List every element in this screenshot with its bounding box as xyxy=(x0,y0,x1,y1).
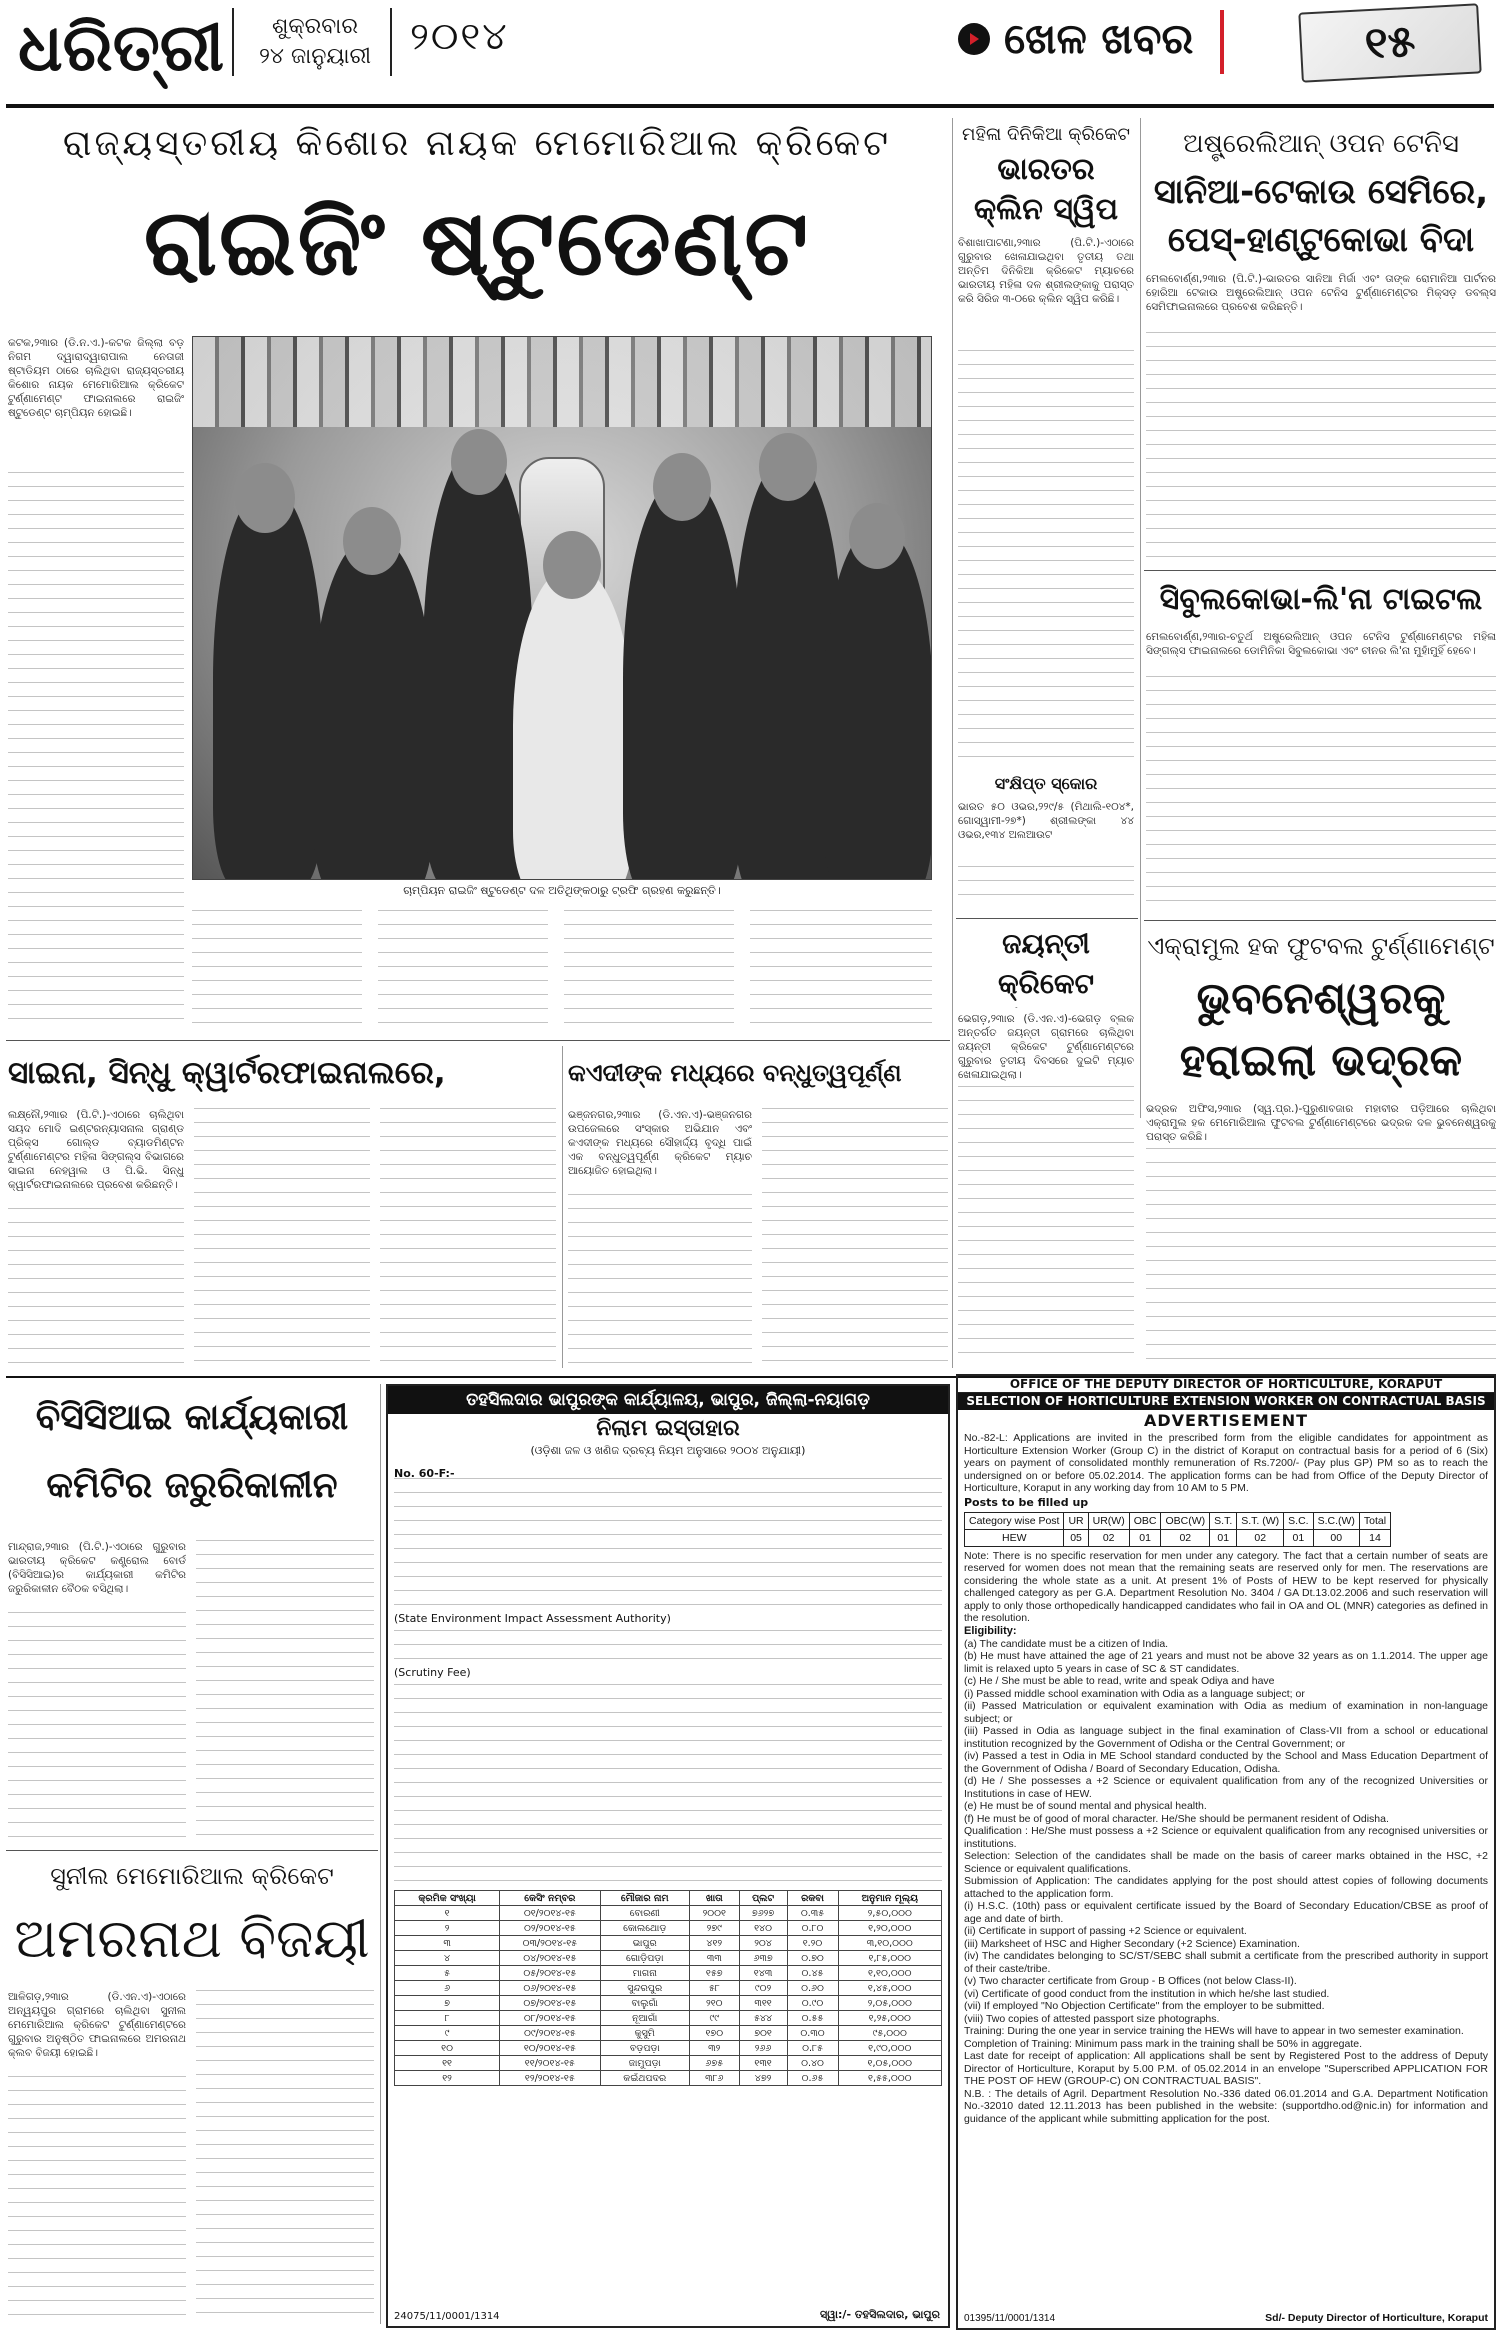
auction-table-cell: କୁସୁମି xyxy=(600,2026,689,2041)
auction-table-cell: ୦୩/୨୦୧୪-୧୫ xyxy=(500,1936,600,1951)
auction-table-header: ରକବା xyxy=(787,1891,838,1906)
auction-table-cell: ଜାମୁପଡ଼ା xyxy=(600,2056,689,2071)
adv-table-header: OBC(W) xyxy=(1161,1512,1210,1529)
auction-table-cell: ୩୧୧ xyxy=(739,1996,787,2011)
main-story-headline-wrap xyxy=(6,180,948,310)
auction-table-cell: ୫ xyxy=(395,1966,500,1981)
adv-eligibility-title: Eligibility: xyxy=(964,1624,1017,1637)
auction-table-cell: ୪୧୨ xyxy=(689,1936,739,1951)
adv-nb: N.B. : The details of Agril. Department Resolution No.-336 dated 06.01.2014 and G.A. Department Notification No.-32010 dated 12.11.2013 has been published in the website: (supportdho.od@nic.in) for information and guidance of the applicant while submitting application for the post. xyxy=(964,2087,1488,2125)
auction-table-cell: ୧୦/୨୦୧୪-୧୫ xyxy=(500,2041,600,2056)
auction-table-cell: ୬ xyxy=(395,1981,500,1996)
badminton-title: ସାଇନା, ସିନ୍ଧୁ କ୍ୱାର୍ଟରଫାଇନାଲରେ, xyxy=(8,1055,446,1091)
auction-table-cell: ୧୪୩ xyxy=(739,1966,787,1981)
adv-eligibility-item: (iv) Passed a test in Odia in ME School standard conducted by the School and Mass Education Department of the Government of Odisha / Board of Secondary Education, Odisha. xyxy=(964,1750,1488,1775)
adv-eligibility-item: (iii) Passed in Odia as language subject in the final examination of Class-VII from a school or educational institution recognized by the Government of Odisha or the Central Government; or xyxy=(964,1725,1488,1750)
column-divider xyxy=(380,1384,381,2324)
adv-selection-criteria: Selection: Selection of the candidates shall be made on the basis of career marks obtained in the HSC, +2 Science or equivalent qualifications. xyxy=(964,1850,1488,1875)
adv-table-header: OBC xyxy=(1129,1512,1161,1529)
auction-table-cell: ୯୯ xyxy=(689,2011,739,2026)
auction-table-row xyxy=(395,1981,942,1996)
masthead-accent-bar xyxy=(1220,10,1224,74)
section-title xyxy=(958,14,1193,64)
auction-table-cell: ବୋରଣୀ xyxy=(600,1906,689,1921)
adv-table-cell: 01 xyxy=(1129,1529,1161,1546)
adv-posts-label: Posts to be filled up xyxy=(964,1495,1089,1509)
adv-eligibility-item: (f) He must be of good of moral character. He/She should be permanent resident of Odisha. xyxy=(964,1812,1389,1825)
auction-table-cell: ୦୯/୨୦୧୪-୧୫ xyxy=(500,2026,600,2041)
auction-table-row xyxy=(395,2041,942,2056)
auction-table-row xyxy=(395,1921,942,1936)
adv-document-item: (iv) The candidates belonging to SC/ST/SEBC shall submit a certificate from the prescribed authority in support of their caste/tribe. xyxy=(964,1950,1488,1975)
tennis-kicker: ଅଷ୍ଟ୍ରେଲିଆନ୍ ଓପନ ଟେନିସ xyxy=(1183,129,1459,159)
auction-table-cell: ବଡ଼ପଡ଼ା xyxy=(600,2041,689,2056)
amarnath-title: ଅମରନାଥ ବିଜୟୀ xyxy=(14,1907,370,1970)
auction-table-cell: ୧,୫୫,୦୦୦ xyxy=(838,2071,941,2086)
auction-table-header: ପ୍ଲଟ xyxy=(739,1891,787,1906)
badminton-body: ଲକ୍ଷ୍ନୌ,୨୩ାର (ପି.ଟି.)-ଏଠାରେ ଚାଲିଥିବା ସୟଦ ମୋଦି ଇଣ୍ଟରନ୍ୟାସନାଲ ଗ୍ରାଣ୍ଡ ପ୍ରିକ୍ସ ଗୋଲ୍ଡ ବ୍ୟାଡମିଣ୍ଟନ ଟୁର୍ଣ୍ଣାମେଣ୍ଟର ମହିଳା ସିଙ୍ଗଲ୍ସ ବିଭାଗରେ ସାଇନା ନେହୱାଲ ଓ ପି.ଭି. ସିନ୍ଧୁ କ୍ୱାର୍ଟରଫାଇନାଲରେ ପ୍ରବେଶ କରିଛନ୍ତି। xyxy=(8,1109,184,1191)
auction-table-cell: ୩୮୬ xyxy=(689,2071,739,2086)
issue-date xyxy=(250,12,380,72)
badminton-body-col2 xyxy=(194,1108,370,1368)
auction-table-row xyxy=(395,2026,942,2041)
auction-table-cell: ୧୧/୨୦୧୪-୧୫ xyxy=(500,2056,600,2071)
main-story-dateline: କଟକ,୨୩ାର (ଡି.ନ.ଏ.)-କଟକ ଜିଲ୍ଲା ବଡ଼ ନିଗମ ଦ୍ୱାରାଦ୍ୱାରାପାଲ ନେତାଜୀ ଷ୍ଟାଡିୟମ ଠାରେ ଚାଲିଥିବା ରାଜ୍ୟସ୍ତରୀୟ କିଶୋର ନାୟକ ମେମୋରିଆଲ କ୍ରିକେଟ ଟୁର୍ଣ୍ଣାମେଣ୍ଟ ଫାଇନାଲରେ ରାଇଜିଂ ଷ୍ଟୁଡେଣ୍ଟ ଚାମ୍ପିୟନ ହୋଇଛି। xyxy=(8,337,184,419)
auction-table-cell: ୧,୯୦,୦୦୦ xyxy=(838,2041,941,2056)
auction-table-cell: ୧ xyxy=(395,1906,500,1921)
auction-table-cell: ୯୫,୦୦୦ xyxy=(838,2026,941,2041)
adv-selection: SELECTION OF HORTICULTURE EXTENSION WORKER ON CONTRACTUAL BASIS xyxy=(958,1393,1494,1410)
adv-documents-list xyxy=(964,1900,1488,2025)
adv-eligibility-item: (b) He must have attained the age of 21 years and must not be above 32 years as on 1.1.2014. The upper age limit is relaxed upto 5 years in case of SC & ST candidates. xyxy=(964,1650,1488,1675)
auction-table-cell: ୦୬/୨୦୧୪-୧୫ xyxy=(500,1981,600,1996)
auction-table-cell: ୦୧/୨୦୧୪-୧୫ xyxy=(500,1906,600,1921)
women-cricket-body: ବିଶାଖାପାଟଣା,୨୩ାର (ପି.ଟି.)-ଏଠାରେ ଗୁରୁବାର ଖେଳାଯାଇଥିବା ତୃତୀୟ ତଥା ଅନ୍ତିମ ଦିନିକିଆ କ୍ରିକେଟ ମ୍ୟାଚରେ ଭାରତୀୟ ମହିଳା ଦଳ ଶ୍ରୀଲଙ୍କାକୁ ପରାସ୍ତ କରି ସିରିଜ ୩-୦ରେ କ୍ଲିନ ସ୍ୱିପ କରିଛି। xyxy=(958,237,1134,305)
football-body: ଭଦ୍ରକ ଅଫିସ,୨୩ାର (ସ୍ୱ.ପ୍ର.)-ପୁରୁଣାବଜାର ମହାବୀର ପଡ଼ିଆରେ ଚାଲିଥିବା ଏକ୍ରାମୁଲ ହକ ମେମୋରିଆଲ ଫୁଟବଲ ଟୁର୍ଣ୍ଣାମେଣ୍ଟରେ ଭଦ୍ରକ ଦଳ ଭୁବନେଶ୍ୱରକୁ ପରାସ୍ତ କରିଛି। xyxy=(1146,1103,1496,1143)
adv-table-cell: 14 xyxy=(1359,1529,1390,1546)
adv-document-item: (ii) Certificate in support of passing +2 Science or equivalent. xyxy=(964,1925,1247,1937)
auction-table-cell: ୦.୩୫ xyxy=(787,1906,838,1921)
auction-table-cell: ୦୭/୨୦୧୪-୧୫ xyxy=(500,1996,600,2011)
auction-ref: 24075/11/0001/1314 xyxy=(394,2311,500,2322)
adv-table-header: UR(W) xyxy=(1088,1512,1129,1529)
auction-table-cell: ୦.୫୫ xyxy=(787,2011,838,2026)
auction-table-cell: ଗୋଡ଼ିପଡ଼ା xyxy=(600,1951,689,1966)
issue-year: ୨୦୧୪ xyxy=(410,14,509,58)
prisoners-cricket-body-col2 xyxy=(762,1108,948,1368)
auction-table-row xyxy=(395,1951,942,1966)
auction-notice-number: No. 60-F:- xyxy=(394,1467,455,1480)
auction-subtitle: (ଓଡ଼ିଶା ଜଳ ଓ ଖଣିଜ ଦ୍ରବ୍ୟ ନିୟମ ଅନୁସାରେ ୨୦୦୪ ଅନୁଯାୟୀ) xyxy=(530,1444,806,1457)
adv-table-header: S.C. xyxy=(1284,1512,1313,1529)
auction-table-cell: ନୂଆଗାଁ xyxy=(600,2011,689,2026)
section-rule xyxy=(956,918,1138,919)
adv-table-header: S.T. (W) xyxy=(1237,1512,1284,1529)
photo-bunting xyxy=(193,337,931,427)
auction-table-cell: ୦୨/୨୦୧୪-୧୫ xyxy=(500,1921,600,1936)
adv-table-cell: 02 xyxy=(1237,1529,1284,1546)
section-label: ଖେଳ ଖବର xyxy=(1004,14,1194,63)
auction-table-cell: ୨ xyxy=(395,1921,500,1936)
auction-table-row xyxy=(395,1996,942,2011)
auction-table-cell: ୦.୪୦ xyxy=(787,2056,838,2071)
auction-table-cell: ୧,୪୫,୦୦୦ xyxy=(838,1981,941,1996)
cibulkova-body-cont xyxy=(1146,676,1496,912)
women-cricket-title: ଭାରତର କ୍ଲିନ ସ୍ୱିପ xyxy=(973,152,1119,227)
football-kicker: ଏକ୍ରାମୁଲ ହକ ଫୁଟବଲ ଟୁର୍ଣ୍ଣାମେଣ୍ଟ xyxy=(1147,932,1495,960)
auction-title: ନିଲାମ ଇସ୍ତାହାର xyxy=(596,1416,740,1441)
auction-table-cell: ଭାପୁର xyxy=(600,1936,689,1951)
adv-table-cell: 00 xyxy=(1313,1529,1359,1546)
cibulkova-body: ମେଲବୋର୍ଣ୍ଣ,୨୩ାର-ଚତୁର୍ଥ ଅଷ୍ଟ୍ରେଲିଆନ୍ ଓପନ ଟେନିସ ଟୁର୍ଣ୍ଣାମେଣ୍ଟର ମହିଳା ସିଙ୍ଗଲ୍ସ ଫାଇନାଲରେ ଡୋମିନିକା ସିବୁଲକୋଭା ଏବଂ ଚୀନର ଲି'ନା ମୁହାଁମୁହିଁ ହେବେ। xyxy=(1146,631,1496,657)
issue-day: ଶୁକ୍ରବାର xyxy=(272,14,358,39)
adv-office: OFFICE OF THE DEPUTY DIRECTOR OF HORTICULTURE, KORAPUT xyxy=(958,1376,1494,1393)
adv-table-cell: 05 xyxy=(1064,1529,1088,1546)
auction-table-row xyxy=(395,2056,942,2071)
adv-title: ADVERTISEMENT xyxy=(1143,1411,1309,1430)
play-icon xyxy=(958,23,990,55)
auction-table-cell: ୭୬୨୭ xyxy=(739,1906,787,1921)
adv-table-row xyxy=(965,1529,1391,1546)
adv-last-date: Last date for receipt of application: All applications shall be sent by Registered Post to the address of Deputy Director of Horticulture, Koraput by 5.00 P.M. of 05.02.2014 in an envelope "Superscribed APPLICATION FOR THE POST OF HEW (GROUP-C) ON CONTRACTUAL BASIS". xyxy=(964,2050,1488,2087)
adv-eligibility-item: (d) He / She possesses a +2 Science or equivalent qualification from any of the recognized Universities or Institutions in case of HEW. xyxy=(964,1775,1488,1800)
auction-table-cell: ୦.୮୦ xyxy=(787,1921,838,1936)
adv-table-cell: 01 xyxy=(1284,1529,1313,1546)
auction-table-cell: ୧୩୧ xyxy=(739,2056,787,2071)
auction-table-header: କ୍ରମିକ ସଂଖ୍ୟା xyxy=(395,1891,500,1906)
bcci-body-col2 xyxy=(196,1540,374,1842)
auction-table-header: କେସିଂ ନମ୍ବର xyxy=(500,1891,600,1906)
auction-table-cell: ୯ xyxy=(395,2026,500,2041)
auction-table-cell: କୋଲଥୋଡ଼ xyxy=(600,1921,689,1936)
adv-document-item: (viii) Two copies of attested passport size photographs. xyxy=(964,2012,1220,2025)
auction-table-cell: ୨୦୪ xyxy=(739,1936,787,1951)
adv-eligibility-item: (i) Passed middle school examination with Odia as a language subject; or xyxy=(964,1687,1305,1700)
amarnath-body-col1 xyxy=(8,2076,186,2316)
adv-table-cell: 02 xyxy=(1161,1529,1210,1546)
auction-notice-body3 xyxy=(394,1684,942,1884)
team-trophy-photo xyxy=(192,336,932,880)
adv-table-cell: HEW xyxy=(965,1529,1064,1546)
auction-table-cell: ୪୭୨ xyxy=(739,2071,787,2086)
adv-ref: 01395/11/0001/1314 xyxy=(964,2313,1056,2324)
masthead-divider xyxy=(232,8,234,76)
auction-table xyxy=(394,1890,942,2086)
photo-caption: ଚାମ୍ପିୟନ ରାଇଜିଂ ଷ୍ଟୁଡେଣ୍ଟ ଦଳ ଅତିଥିଙ୍କଠାରୁ ଟ୍ରଫି ଗ୍ରହଣ କରୁଛନ୍ତି। xyxy=(403,884,721,897)
adv-submission: Submission of Application: The candidates applying for the post should attest copies of following documents attached to the application form. xyxy=(964,1875,1488,1900)
adv-table-header: UR xyxy=(1064,1512,1088,1529)
adv-eligibility-item: (a) The candidate must be a citizen of India. xyxy=(964,1637,1169,1650)
adv-table-header: Total xyxy=(1359,1512,1390,1529)
masthead xyxy=(0,0,1500,96)
column-divider xyxy=(1140,118,1141,1118)
auction-table-cell: କଇଁଥପଦର xyxy=(600,2071,689,2086)
score-text-cont xyxy=(958,866,1134,906)
horticulture-advertisement xyxy=(956,1374,1496,2330)
page-number: ୧୫ xyxy=(1298,3,1481,82)
auction-table-cell: ୦.୩୦ xyxy=(787,2026,838,2041)
adv-training: Training: During the one year in service training the HEWs will have to appear in two semester examination. xyxy=(964,2025,1464,2037)
jayanti-title: ଜୟନ୍ତୀ କ୍ରିକେଟ xyxy=(997,927,1095,1000)
adv-document-item: (vii) If employed "No Objection Certificate" from the employer to be submitted. xyxy=(964,2000,1325,2012)
auction-table-cell: ୭ xyxy=(395,1996,500,2011)
tennis-body: ମେଲବୋର୍ଣ୍ଣ,୨୩ାର (ପି.ଟି.)-ଭାରତର ସାନିଆ ମିର୍ଜା ଏବଂ ତାଙ୍କ ରୋମାନିଆ ପାର୍ଟନର ହୋରିଆ ଟେକାଉ ଅଷ୍ଟ୍ରେଲିଆନ୍ ଓପନ ଟେନିସ ଟୁର୍ଣ୍ଣାମେଣ୍ଟର ମିକ୍ସଡ଼ ଡବଲ୍ସ ସେମିଫାଇନାଲରେ ପ୍ରବେଶ କରିଛନ୍ତି। xyxy=(1146,273,1496,313)
adv-table-header: S.T. xyxy=(1210,1512,1237,1529)
cibulkova-title: ସିବୁଲକୋଭା-ଲି'ନା ଟାଇଟଲ xyxy=(1159,582,1483,617)
main-story-body-col5 xyxy=(750,910,932,1032)
main-story-body-col3 xyxy=(378,910,548,1032)
auction-table-cell: ୧୧ xyxy=(395,2056,500,2071)
auction-table-cell: ୦୮/୨୦୧୪-୧୫ xyxy=(500,2011,600,2026)
auction-table-cell: ୦.୭୦ xyxy=(787,1951,838,1966)
adv-table-header: S.C.(W) xyxy=(1313,1512,1359,1529)
auction-table-cell: ୨,୫୦,୦୦୦ xyxy=(838,1906,941,1921)
adv-qualification: Qualification : He/She must possess a +2 Science or equivalent qualification from any recognised universities or institutions. xyxy=(964,1825,1488,1850)
masthead-divider xyxy=(390,8,392,76)
auction-table-row xyxy=(395,2071,942,2086)
section-rule xyxy=(1144,920,1496,921)
auction-table-cell: ୩୨ xyxy=(689,2041,739,2056)
auction-table-cell: ୨୬୬ xyxy=(739,2041,787,2056)
auction-table-cell: ୨୧୦ xyxy=(689,1996,739,2011)
masthead-rule xyxy=(6,104,1494,108)
auction-table-cell: ୧୭୦ xyxy=(689,2026,739,2041)
auction-table-cell: ସୁନ୍ଦରପୁର xyxy=(600,1981,689,1996)
jayanti-body: ଭେଗଡ଼,୨୩ାର (ଡି.ଏନ.ଏ)-ଭେଗଡ଼ ବ୍ଲକ ଅନ୍ତର୍ଗତ ଜୟନ୍ତୀ ଗ୍ରାମରେ ଚାଲିଥିବା ଜୟନ୍ତୀ କ୍ରିକେଟ ଟୁର୍ଣ୍ଣାମେଣ୍ଟରେ ଗୁରୁବାର ତୃତୀୟ ଦିବସରେ ଦୁଇଟି ମ୍ୟାଚ ଖେଳାଯାଇଥିଲା। xyxy=(958,1013,1134,1081)
adv-eligibility-item: (e) He must be of sound mental and physical health. xyxy=(964,1800,1207,1812)
auction-table-cell: ୦.୪୫ xyxy=(787,1966,838,1981)
auction-header: ତହସିଲଦାର ଭାପୁରଙ୍କ କାର୍ଯ୍ୟାଳୟ, ଭାପୁର, ଜିଲ୍ଲା-ନୟାଗଡ଼ xyxy=(388,1386,948,1414)
auction-table-cell: ୬୭୫ xyxy=(689,2056,739,2071)
auction-table-cell: ୧୨/୨୦୧୪-୧୫ xyxy=(500,2071,600,2086)
jayanti-body-cont xyxy=(958,1086,1134,1356)
adv-document-item: (iii) Marksheet of HSC and Higher Secondary (+2 Science) Examination. xyxy=(964,1937,1300,1950)
amarnath-kicker: ସୁନୀଲ ମେମୋରିଆଲ କ୍ରିକେଟ xyxy=(50,1862,334,1890)
bcci-body: ମାନ୍ଦ୍ରାଜ,୨୩ାର (ପି.ଟି.)-ଏଠାରେ ଗୁରୁବାର ଭାରତୀୟ କ୍ରିକେଟ କଣ୍ଟ୍ରୋଲ ବୋର୍ଡ (ବିସିସିଆଇ)ର କାର୍ଯ୍ୟକାରୀ କମିଟିର ଜରୁରିକାଳୀନ ବୈଠକ ବସିଥିଲା। xyxy=(8,1541,186,1595)
badminton-body-col3 xyxy=(380,1108,556,1368)
auction-table-cell: ୧୨ xyxy=(395,2071,500,2086)
newspaper-logo: ଧରିତ୍ରୀ xyxy=(18,8,225,86)
auction-table-cell: ୧୪୦ xyxy=(739,1921,787,1936)
auction-table-cell: ୧,୦୫,୦୦୦ xyxy=(838,2056,941,2071)
issue-day-month: ୨୪ ଜାନୁୟାରୀ xyxy=(258,44,372,69)
auction-clearance: (State Environment Impact Assessment Authority) xyxy=(394,1612,671,1625)
auction-table-cell: ୧,୮୫,୦୦୦ xyxy=(838,1951,941,1966)
auction-table-cell: ବାଲୁଗାଁ xyxy=(600,1996,689,2011)
adv-table-header: Category wise Post xyxy=(965,1512,1064,1529)
auction-table-cell: ୮ xyxy=(395,2011,500,2026)
auction-table-cell: ୧,୧୦,୦୦୦ xyxy=(838,1966,941,1981)
auction-table-cell: ୨୦୦୧ xyxy=(689,1906,739,1921)
auction-table-cell: ୯୦୨ xyxy=(739,1981,787,1996)
bcci-body-col1 xyxy=(8,1612,186,1842)
column-divider xyxy=(952,118,953,1368)
auction-table-cell: ୫୪୪ xyxy=(739,2011,787,2026)
auction-scrutiny: (Scrutiny Fee) xyxy=(394,1666,471,1679)
auction-table-cell: ୪ xyxy=(395,1951,500,1966)
auction-table-cell: ୩ xyxy=(395,1936,500,1951)
auction-notice-body xyxy=(394,1478,942,1608)
adv-eligibility-item: (c) He / She must be able to read, write and speak Odiya and have xyxy=(964,1675,1275,1687)
auction-notice-body2 xyxy=(394,1630,942,1662)
auction-table-header: ଖାତା xyxy=(689,1891,739,1906)
auction-table-row xyxy=(395,1966,942,1981)
auction-table-cell: ୦.୯୦ xyxy=(787,1996,838,2011)
auction-table-cell: ୧୦ xyxy=(395,2041,500,2056)
auction-table-cell: ୩,୧୦,୦୦୦ xyxy=(838,1936,941,1951)
adv-intro: No.-82-L: Applications are invited in the prescribed form from the eligible candidates for appointment as Horticulture Extension Worker (Group C) in the district of Koraput on contractual basis for a period of 6 (Six) years on payment of consolidated monthly remuneration of Rs.7200/- (Pay plus GP) PM so as to reach the undersigned on or before 05.02.2014. The application forms can be had from Office of the Deputy Director of Horticulture, Koraput in any working day from 10 AM to 5 PM. xyxy=(964,1432,1488,1494)
adv-posts-table xyxy=(964,1512,1391,1547)
women-cricket-kicker: ମହିଳା ଦିନିକିଆ କ୍ରିକେଟ xyxy=(962,124,1130,145)
auction-notice xyxy=(386,1384,950,2328)
auction-table-row xyxy=(395,1936,942,1951)
adv-table-cell: 02 xyxy=(1088,1529,1129,1546)
auction-table-cell: ୦.୮୫ xyxy=(787,2041,838,2056)
score-text: ଭାରତ ୫୦ ଓଭର,୨୨୯/୫ (ମିଥାଲି-୧୦୪*, ଗୋସ୍ୱାମୀ-୨୭*) ଶ୍ରୀଲଙ୍କା ୪୪ ଓଭର,୧୩୪ ଅଲଆଉଟ xyxy=(958,801,1134,841)
amarnath-body: ଆଳିଗଡ଼,୨୩ାର (ଡି.ଏନ.ଏ)-ଏଠାରେ ଅନ୍ୱୟପୁର ଗ୍ରାମରେ ଚାଲିଥିବା ସୁନୀଲ ମେମୋରିଆଲ କ୍ରିକେଟ ଟୁର୍ଣ୍ଣାମେଣ୍ଟରେ ଗୁରୁବାର ଅନୁଷ୍ଠିତ ଫାଇନାଲରେ ଅମରନାଥ କ୍ଲବ ବିଜୟୀ ହୋଇଛି। xyxy=(8,1991,186,2059)
tennis-title: ସାନିଆ-ଟେକାଉ ସେମିରେ, ପେସ୍-ହାଣ୍ଟୁକୋଭା ବିଦା xyxy=(1153,172,1489,260)
main-story-kicker-wrap xyxy=(6,118,948,174)
adv-completion: Completion of Training: Minimum pass mark in the training shall be 50% in aggregate. xyxy=(964,2037,1363,2050)
main-story-kicker: ରାଜ୍ୟସ୍ତରୀୟ କିଶୋର ନାୟକ ମେମୋରିଆଲ କ୍ରିକେଟ xyxy=(62,123,892,164)
auction-table-cell: ୧,୨୫,୦୦୦ xyxy=(838,2011,941,2026)
auction-table-cell: ୩୩ xyxy=(689,1951,739,1966)
auction-table-cell: ୦.୬୫ xyxy=(787,2071,838,2086)
auction-table-cell: ୦.୬୦ xyxy=(787,1981,838,1996)
auction-table-row xyxy=(395,1906,942,1921)
main-story-headline: ରାଇଜିଂ ଷ୍ଟୁଡେଣ୍ଟ xyxy=(143,189,811,296)
football-body-cont xyxy=(1146,1148,1496,1368)
bcci-title: ବିସିସିଆଇ କାର୍ଯ୍ୟକାରୀ କମିଟିର ଜରୁରିକାଳୀନ xyxy=(35,1397,349,1506)
score-title: ସଂକ୍ଷିପ୍ତ ସ୍କୋର xyxy=(994,774,1098,793)
auction-table-cell: ୦୪/୨୦୧୪-୧୫ xyxy=(500,1951,600,1966)
auction-table-header: ମୌଜାର ନାମ xyxy=(600,1891,689,1906)
auction-table-cell: ୭୦୧ xyxy=(739,2026,787,2041)
tennis-body-cont xyxy=(1146,332,1496,562)
auction-table-cell: ମାଗନା xyxy=(600,1966,689,1981)
adv-signature: Sd/- Deputy Director of Horticulture, Koraput xyxy=(1265,2312,1488,2324)
section-rule xyxy=(1144,570,1496,571)
column-divider xyxy=(562,1046,563,1368)
prisoners-cricket-title: କଏଦୀଙ୍କ ମଧ୍ୟରେ ବନ୍ଧୁତ୍ୱପୂର୍ଣ୍ଣ xyxy=(568,1059,902,1087)
prisoners-cricket-body: ଭଞ୍ଜନଗର,୨୩ାର (ଡି.ଏନ.ଏ)-ଭଞ୍ଜନଗର ଉପଜେଲରେ ସଂସ୍କାର ଅଭିଯାନ ଏବଂ କଏଦୀଙ୍କ ମଧ୍ୟରେ ସୌହାର୍ଦ୍ଦ୍ୟ ବୃଦ୍ଧି ପାଇଁ ଏକ ବନ୍ଧୁତ୍ୱପୂର୍ଣ୍ଣ କ୍ରିକେଟ ମ୍ୟାଚ ଆୟୋଜିତ ହୋଇଥିଲା। xyxy=(568,1109,752,1177)
main-story-body-col4 xyxy=(564,910,734,1032)
adv-eligibility-list xyxy=(964,1638,1488,1826)
adv-table-cell: 01 xyxy=(1210,1529,1237,1546)
section-rule xyxy=(6,1040,950,1041)
auction-signature: ସ୍ୱା:/- ତହସିଲଦାର, ଭାପୁର xyxy=(820,2308,940,2321)
auction-table-header: ଅନୁମାନ ମୂଲ୍ୟ xyxy=(838,1891,941,1906)
auction-table-cell: ୨୭୯ xyxy=(689,1921,739,1936)
prisoners-cricket-body-col1 xyxy=(568,1194,752,1368)
amarnath-body-col2 xyxy=(196,1990,374,2316)
adv-document-item: (i) H.S.C. (10th) pass or equivalent certificate issued by the Board of Secondary Education/CBSE as proof of age and date of birth. xyxy=(964,1900,1488,1925)
badminton-body-col1 xyxy=(8,1208,184,1368)
auction-table-cell: ୫୮ xyxy=(689,1981,739,1996)
auction-table-cell: ୧,୨୦,୦୦୦ xyxy=(838,1921,941,1936)
auction-table-row xyxy=(395,2011,942,2026)
football-title: ଭୁବନେଶ୍ୱରକୁ ହରାଇଲା ଭଦ୍ରକ xyxy=(1179,973,1463,1086)
auction-table-cell: ୧୫୭ xyxy=(689,1966,739,1981)
auction-table-cell: ୬୩୭ xyxy=(739,1951,787,1966)
main-story-body-col1 xyxy=(8,472,184,1032)
main-story-body-col2 xyxy=(192,910,362,1032)
women-cricket-body-cont xyxy=(958,350,1134,770)
adv-note: Note: There is no specific reservation for men under any category. The fact that a certain number of seats are reserved for women does not mean that the remaining seats are reserved only for men. The reservations are considering the whole state as a unit. At present 1% of Posts of HEW to be kept reserved for physically challenged category as per G.A. Department Resolution No. 3404 / GA Dt.13.02.2006 and such reservation will apply to only those orthopedically handicapped candidates who fail in OA and OL (MNR) categories as defined in the resolution. xyxy=(964,1549,1488,1624)
auction-table-cell: ୦୫/୨୦୧୪-୧୫ xyxy=(500,1966,600,1981)
auction-table-cell: ୧.୨୦ xyxy=(787,1936,838,1951)
adv-document-item: (v) Two character certificate from Group - B Offices (not below Class-II). xyxy=(964,1975,1297,1987)
section-rule xyxy=(6,1850,378,1851)
auction-table-cell: ୨,୦୫,୦୦୦ xyxy=(838,1996,941,2011)
adv-eligibility-item: (ii) Passed Matriculation or equivalent examination with Odia as medium of examination in non-language subject; or xyxy=(964,1700,1488,1725)
adv-document-item: (vi) Certificate of good conduct from the institution in which he/she last studied. xyxy=(964,1987,1330,2000)
